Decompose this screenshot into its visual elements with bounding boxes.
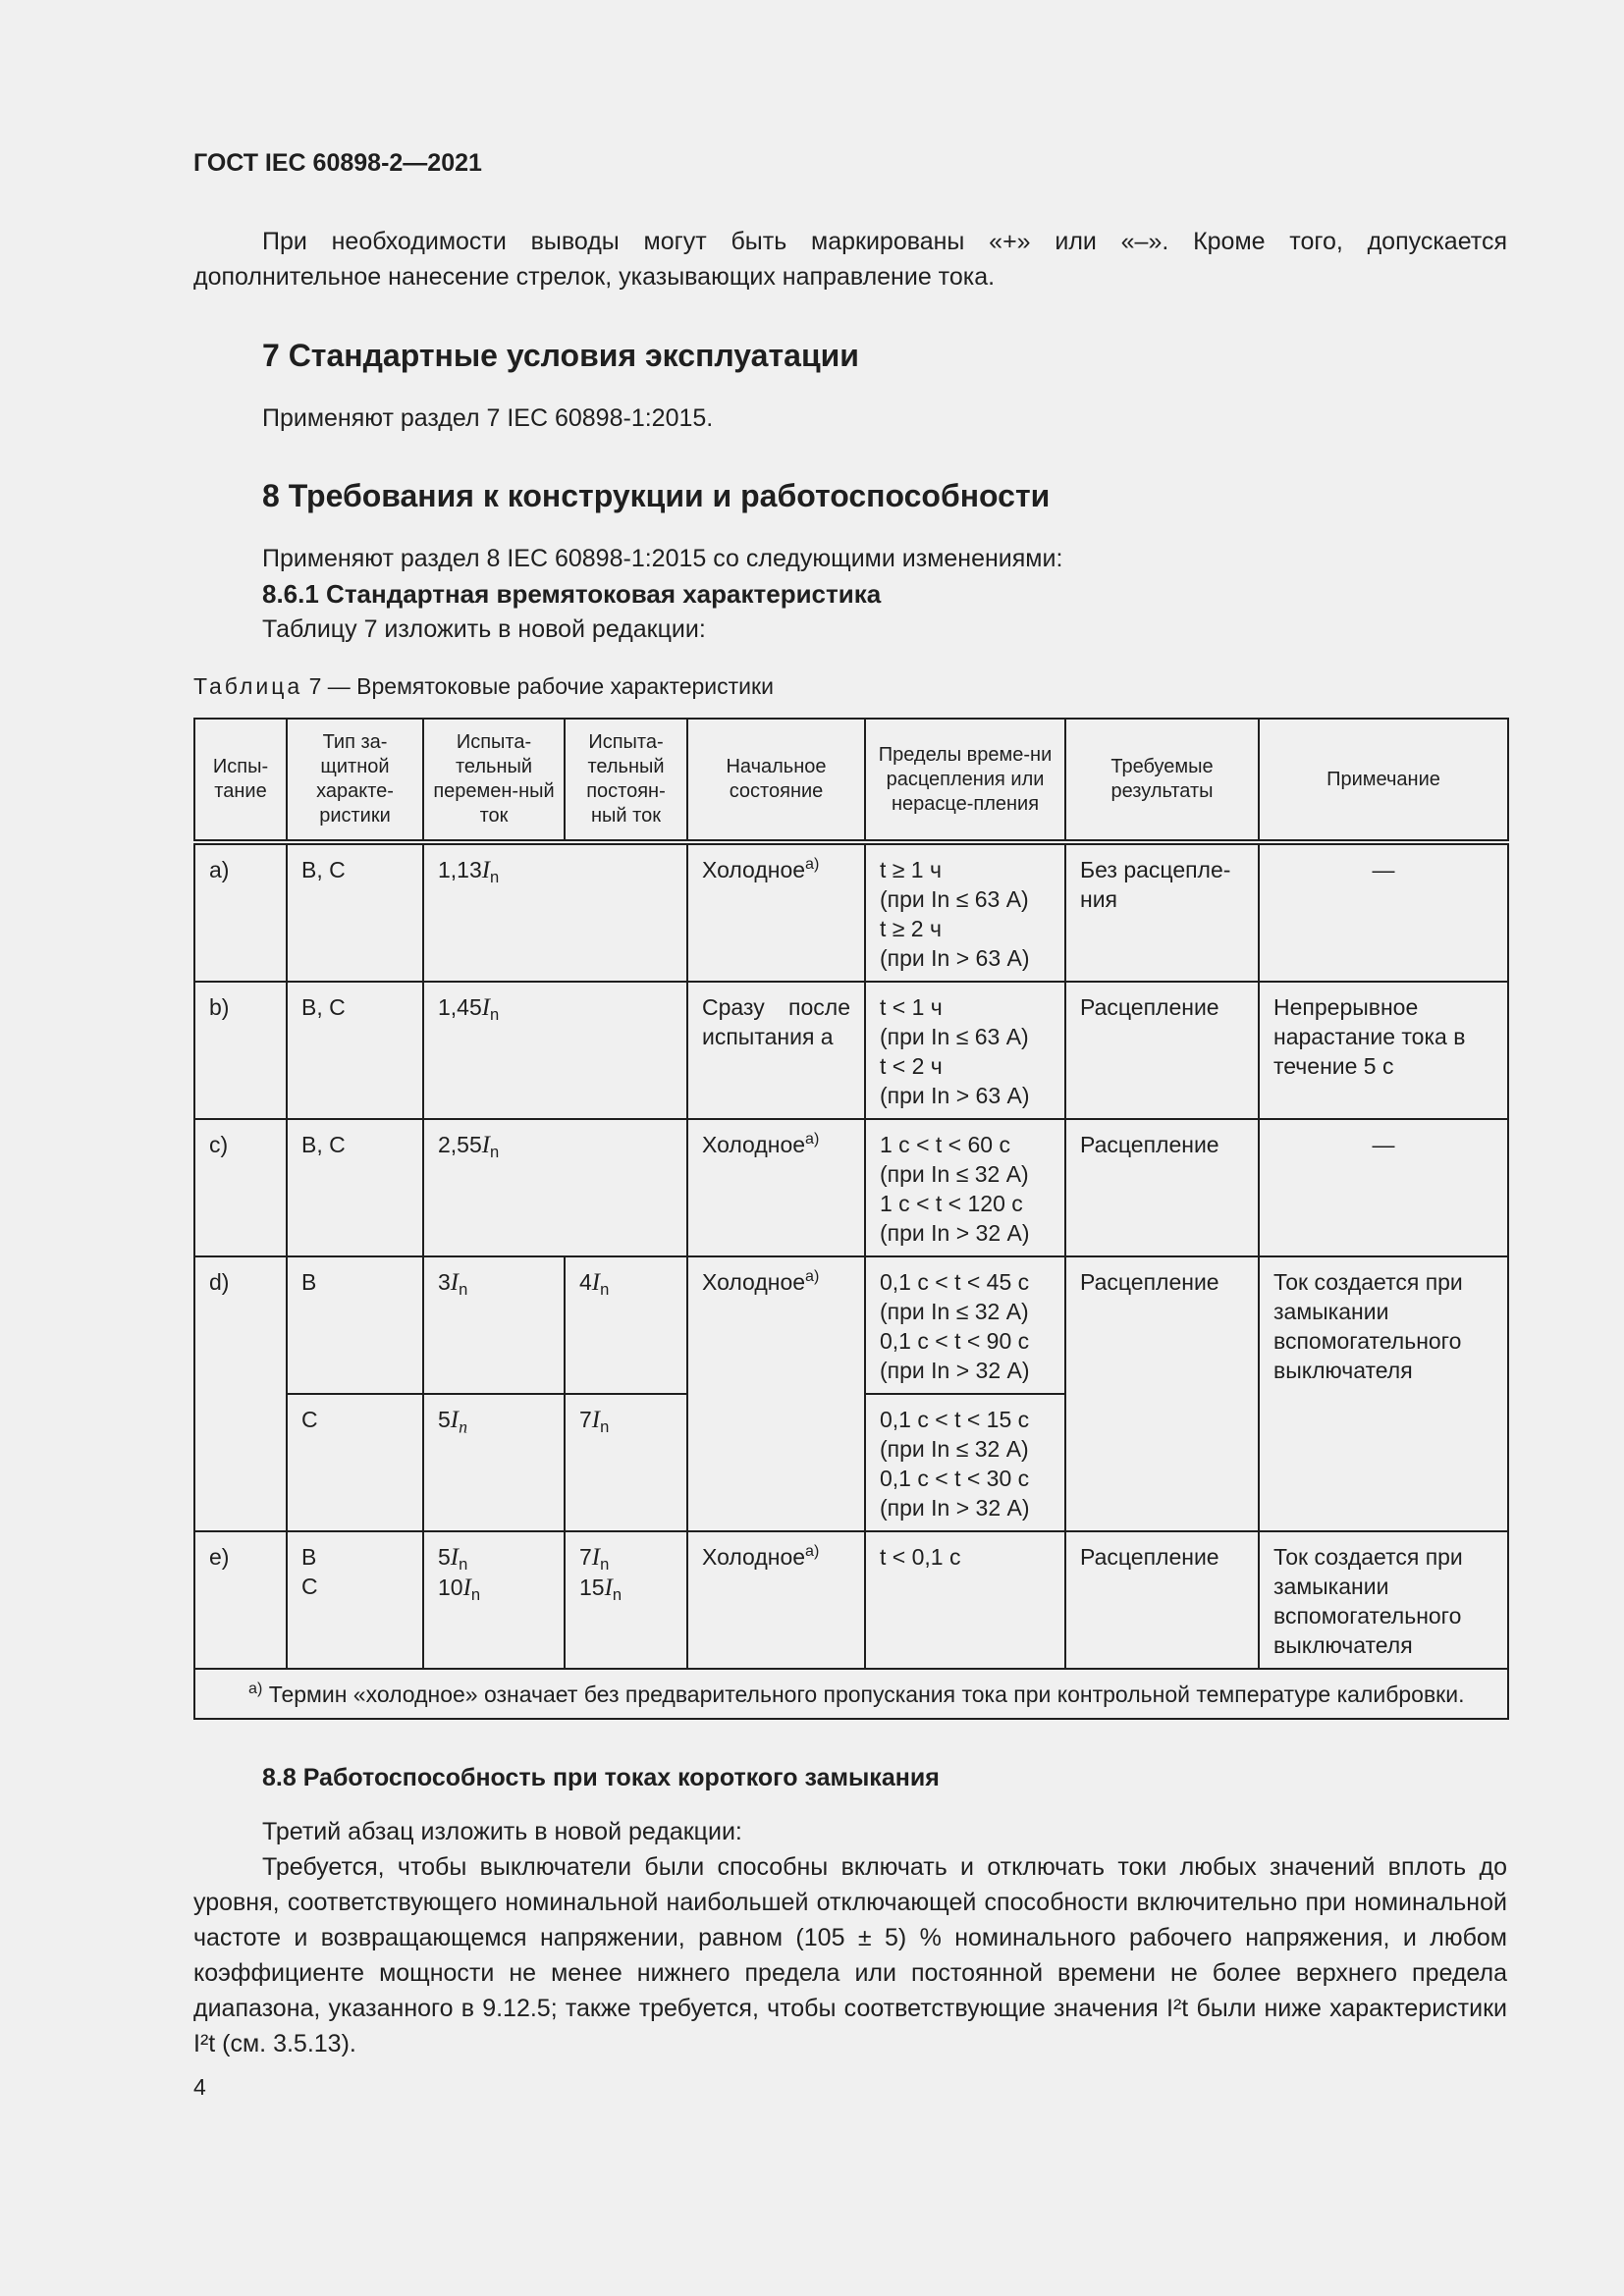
section-88-text1: Третий абзац изложить в новой редакции: xyxy=(262,1818,742,1845)
cell-limits: t < 0,1 с xyxy=(865,1531,1065,1669)
header-ac-current: Испыта-тельный перемен-ный ток xyxy=(423,719,565,842)
section-8-title: 8 Требования к конструкции и работоспособности xyxy=(262,478,1051,513)
table-row xyxy=(194,982,1508,1119)
cell-type: B, C xyxy=(287,982,423,1119)
cell-test: c) xyxy=(194,1119,287,1256)
cell-state: Холодное$^{а)}$ xyxy=(687,1119,865,1256)
cell-note: — xyxy=(1259,1119,1508,1256)
table-caption xyxy=(193,673,774,700)
cell-result: Расцепление xyxy=(1065,982,1259,1119)
table-row xyxy=(194,1256,1508,1394)
intro-paragraph: При необходимости выводы могут быть маркированы «+» или «–». Кроме того, допускается дополнительное нанесение стрелок, указывающих направление тока. xyxy=(193,228,1507,291)
document-header: ГОСТ IEC 60898-2—2021 xyxy=(193,149,482,177)
cell-note: — xyxy=(1259,842,1508,982)
table-caption-word: Таблица xyxy=(193,673,303,699)
cell-current: $2,55I_n$ xyxy=(423,1119,687,1256)
cell-type: B C xyxy=(287,1531,423,1669)
cell-limits: t ≥ 1 ч (при In ≤ 63 А) t ≥ 2 ч (при In > 63 А) xyxy=(865,842,1065,982)
cell-type: B xyxy=(287,1256,423,1394)
cell-ac-current: $5I_n$ $10I_n$ xyxy=(423,1531,565,1669)
table-header-row xyxy=(194,719,1508,842)
cell-test: e) xyxy=(194,1531,287,1669)
cell-ac-current: $5I_n$ xyxy=(423,1394,565,1531)
header-note: Примечание xyxy=(1259,719,1508,842)
section-861-title: 8.6.1 Стандартная времятоковая характеристика xyxy=(262,579,882,609)
cell-result: Расцепление xyxy=(1065,1119,1259,1256)
header-time-limits: Пределы време-ни расцепления или нерасце-пления xyxy=(865,719,1065,842)
section-7-text: Применяют раздел 7 IEC 60898-1:2015. xyxy=(262,404,714,432)
cell-type: B, C xyxy=(287,1119,423,1256)
time-current-table xyxy=(193,718,1509,1720)
cell-note: Ток создается при замыкании вспомогательного выключателя xyxy=(1259,1256,1508,1531)
cell-type: B, C xyxy=(287,842,423,982)
header-results: Требуемые результаты xyxy=(1065,719,1259,842)
cell-test: a) xyxy=(194,842,287,982)
section-7-title: 7 Стандартные условия эксплуатации xyxy=(262,338,859,373)
cell-type: C xyxy=(287,1394,423,1531)
page-number: 4 xyxy=(193,2074,206,2100)
section-8-text: Применяют раздел 8 IEC 60898-1:2015 со следующими изменениями: xyxy=(262,545,1063,572)
cell-test: b) xyxy=(194,982,287,1119)
section-88-title: 8.8 Работоспособность при токах короткого замыкания xyxy=(262,1764,940,1791)
cell-dc-current: $4I_n$ xyxy=(565,1256,687,1394)
cell-result: Расцепление xyxy=(1065,1531,1259,1669)
cell-limits: t < 1 ч (при In ≤ 63 А) t < 2 ч (при In > 63 А) xyxy=(865,982,1065,1119)
table-row xyxy=(194,842,1508,982)
cell-result: Без расцепле-ния xyxy=(1065,842,1259,982)
cell-state: Холодное$^{а)}$ xyxy=(687,842,865,982)
cell-result: Расцепление xyxy=(1065,1256,1259,1531)
cell-limits: 1 с < t < 60 с (при In ≤ 32 А) 1 с < t < 120 с (при In > 32 А) xyxy=(865,1119,1065,1256)
cell-current: $1,13I_n$ xyxy=(423,842,687,982)
table-caption-text: 7 — Времятоковые рабочие характеристики xyxy=(302,673,774,699)
header-test: Испы-тание xyxy=(194,719,287,842)
cell-state: Сразу после испытания a xyxy=(687,982,865,1119)
header-initial-state: Начальное состояние xyxy=(687,719,865,842)
cell-test: d) xyxy=(194,1256,287,1531)
cell-dc-current: $7I_n$ $15I_n$ xyxy=(565,1531,687,1669)
cell-ac-current: $3I_n$ xyxy=(423,1256,565,1394)
cell-dc-current: $7I_n$ xyxy=(565,1394,687,1531)
cell-current: $1,45I_n$ xyxy=(423,982,687,1119)
cell-note: Непрерывное нарастание тока в течение 5 с xyxy=(1259,982,1508,1119)
cell-limits: 0,1 с < t < 45 с (при In ≤ 32 А) 0,1 с < t < 90 с (при In > 32 А) xyxy=(865,1256,1065,1394)
header-type: Тип за-щитной характе-ристики xyxy=(287,719,423,842)
table-footnote: $^{a)}$ Термин «холодное» означает без предварительного пропускания тока при контрольной температуре калибровки. xyxy=(194,1669,1508,1719)
cell-state: Холодное$^{а)}$ xyxy=(687,1256,865,1531)
cell-state: Холодное$^{а)}$ xyxy=(687,1531,865,1669)
table-row xyxy=(194,1531,1508,1669)
section-88-text2: Требуется, чтобы выключатели были способны включать и отключать токи любых значений вплоть до уровня, соответствующего номинальной наибольшей отключающей способности включительно при номинальной частоте и возвращающемся напряжении, равном (105 ± 5) % номинального рабочего напряжения, и любом коэффициенте мощности не менее нижнего предела или постоянной времени не более верхнего предела диапазона, указанного в 9.12.5; также требуется, чтобы соответствующие значения I²t были ниже характеристики I²t (см. 3.5.13). xyxy=(193,1853,1507,2057)
table-row xyxy=(194,1119,1508,1256)
section-861-text: Таблицу 7 изложить в новой редакции: xyxy=(262,615,706,643)
cell-note: Ток создается при замыкании вспомогательного выключателя xyxy=(1259,1531,1508,1669)
cell-limits: 0,1 с < t < 15 с (при In ≤ 32 А) 0,1 с < t < 30 с (при In > 32 А) xyxy=(865,1394,1065,1531)
header-dc-current: Испыта-тельный постоян-ный ток xyxy=(565,719,687,842)
table-footnote-row xyxy=(194,1669,1508,1719)
